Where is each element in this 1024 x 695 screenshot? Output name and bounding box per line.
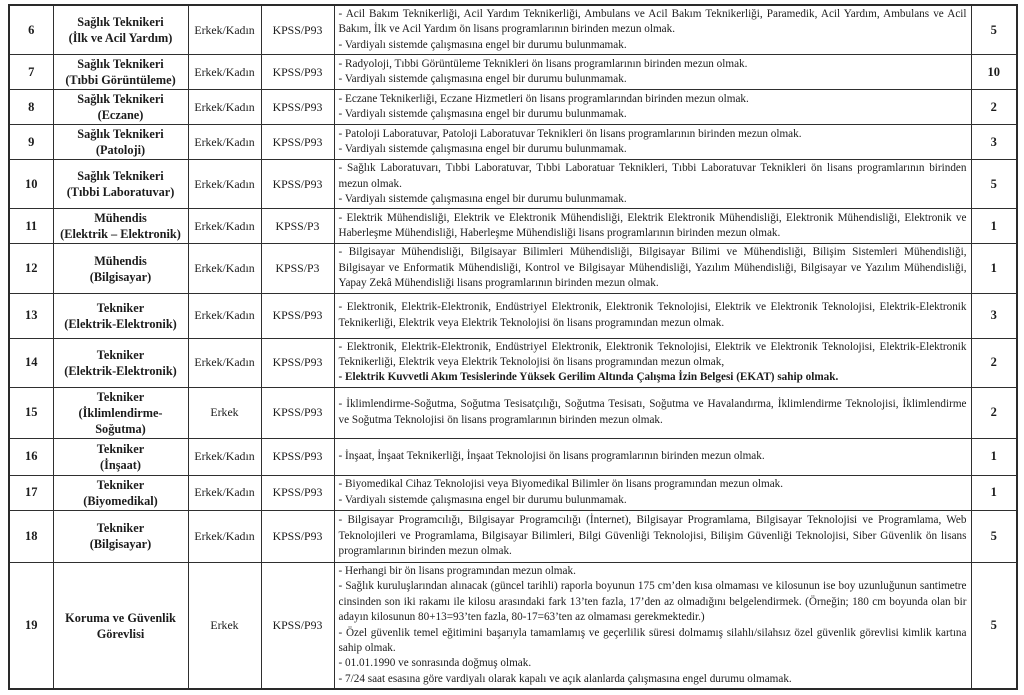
exam-score-type-cell: KPSS/P93 <box>261 438 334 475</box>
requirement-line: - Elektronik, Elektrik-Elektronik, Endüstriyel Elektronik, Elektronik Teknolojisi, Elektrik ve Elektronik Teknolojisi, Elektrik-Elektronik Teknikerliği, Elektrik veya Elektrik Teknolojisi ön lisans programından mezun olmak, <box>338 340 967 369</box>
position-title-cell <box>53 562 188 689</box>
position-title-cell <box>53 475 188 510</box>
position-title: Sağlık Teknikeri <box>77 127 164 142</box>
position-title-cell <box>53 209 188 244</box>
row-number-cell: 14 <box>9 338 53 387</box>
position-title: Tekniker <box>96 477 145 492</box>
position-title: Tekniker <box>96 389 145 404</box>
quota-count-cell: 1 <box>971 244 1017 293</box>
position-title-cell <box>53 125 188 160</box>
requirement-line: - Radyoloji, Tıbbi Görüntüleme Teknikleri ön lisans programlarının birinden mezun olmak. <box>338 57 748 70</box>
position-title-cell <box>53 293 188 338</box>
position-title: Tekniker <box>96 521 145 536</box>
requirements-cell <box>334 244 971 293</box>
requirements-cell <box>334 293 971 338</box>
exam-score-type-cell: KPSS/P93 <box>261 293 334 338</box>
position-title: Koruma ve Güvenlik Görevlisi <box>65 610 176 641</box>
requirement-line: - İnşaat, İnşaat Teknikerliği, İnşaat Teknolojisi ön lisans programlarının birinden mezun olmak. <box>338 450 765 463</box>
position-subtitle: (İlk ve Acil Yardım) <box>68 31 173 46</box>
quota-count-cell: 5 <box>971 562 1017 689</box>
table-row <box>9 338 1017 387</box>
positions-table-body <box>9 5 1017 689</box>
table-row <box>9 5 1017 55</box>
requirement-line: - İklimlendirme-Soğutma, Soğutma Tesisatçılığı, Soğutma Tesisatı, Soğutma ve Havalandırma, İklimlendirme Teknolojisi, İklimlendirme ve Soğutma Teknolojisi ön lisans programlarının birinden mezun olmak. <box>338 398 967 426</box>
requirements-cell <box>334 125 971 160</box>
row-number-cell: 17 <box>9 475 53 510</box>
requirement-line: - Sağlık kuruluşlarından alınacak (güncel tarihli) raporla boyunun 175 cm’den kısa olmaması ve kilosunun ise boy uzunluğunun santimetre cinsinden son iki rakamı ile kilosu arasındaki fark 13’ten fazla, 17’den az olmadığını belgelendirmek. (Örneğin; 180 cm boyunda olan bir adayın kilosunun 80+13=93’ten fazla, 80-17=63’ten az olmaması gerekmektedir.) <box>338 580 967 624</box>
requirements-cell <box>334 438 971 475</box>
exam-score-type-cell: KPSS/P93 <box>261 125 334 160</box>
requirements-cell <box>334 562 971 689</box>
position-title-cell <box>53 338 188 387</box>
quota-count-cell: 2 <box>971 338 1017 387</box>
position-subtitle: (Tıbbi Laboratuvar) <box>66 185 175 200</box>
gender-cell: Erkek/Kadın <box>188 55 261 90</box>
position-subtitle: (Elektrik – Elektronik) <box>60 227 181 242</box>
row-number-cell: 8 <box>9 90 53 125</box>
requirements-cell <box>334 90 971 125</box>
table-row <box>9 125 1017 160</box>
position-title: Tekniker <box>96 441 145 456</box>
gender-cell: Erkek/Kadın <box>188 338 261 387</box>
position-subtitle: (Elektrik-Elektronik) <box>64 363 177 378</box>
position-title: Sağlık Teknikeri <box>77 57 164 72</box>
positions-table <box>8 4 1018 690</box>
gender-cell: Erkek/Kadın <box>188 209 261 244</box>
requirement-line: - 01.01.1990 ve sonrasında doğmuş olmak. <box>338 657 532 670</box>
exam-score-type-cell: KPSS/P93 <box>261 387 334 438</box>
position-title: Sağlık Teknikeri <box>77 92 164 107</box>
row-number-cell: 11 <box>9 209 53 244</box>
gender-cell: Erkek/Kadın <box>188 160 261 209</box>
table-row <box>9 244 1017 293</box>
row-number-cell: 16 <box>9 438 53 475</box>
exam-score-type-cell: KPSS/P93 <box>261 90 334 125</box>
position-title-cell <box>53 244 188 293</box>
gender-cell: Erkek/Kadın <box>188 475 261 510</box>
row-number-cell: 12 <box>9 244 53 293</box>
position-title: Tekniker <box>96 347 145 362</box>
position-subtitle: (Tıbbi Görüntüleme) <box>65 73 176 88</box>
gender-cell: Erkek/Kadın <box>188 244 261 293</box>
position-title: Mühendis <box>94 253 147 268</box>
row-number-cell: 7 <box>9 55 53 90</box>
quota-count-cell: 3 <box>971 125 1017 160</box>
requirements-cell <box>334 338 971 387</box>
requirement-line: - Vardiyalı sistemde çalışmasına engel bir durumu bulunmamak. <box>338 73 627 86</box>
exam-score-type-cell: KPSS/P93 <box>261 160 334 209</box>
requirements-cell <box>334 209 971 244</box>
gender-cell: Erkek/Kadın <box>188 5 261 55</box>
quota-count-cell: 5 <box>971 510 1017 562</box>
quota-count-cell: 1 <box>971 209 1017 244</box>
quota-count-cell: 3 <box>971 293 1017 338</box>
exam-score-type-cell: KPSS/P93 <box>261 475 334 510</box>
position-title-cell <box>53 90 188 125</box>
position-subtitle: (İklimlendirme-Soğutma) <box>78 405 163 436</box>
position-title: Sağlık Teknikeri <box>77 15 164 30</box>
quota-count-cell: 2 <box>971 90 1017 125</box>
position-subtitle: (Eczane) <box>97 108 144 123</box>
position-title-cell <box>53 55 188 90</box>
position-subtitle: (Biyomedikal) <box>83 493 158 508</box>
position-subtitle: (İnşaat) <box>100 457 141 472</box>
row-number-cell: 15 <box>9 387 53 438</box>
exam-score-type-cell: KPSS/P3 <box>261 209 334 244</box>
requirements-cell <box>334 475 971 510</box>
requirement-line: - Elektrik Kuvvetli Akım Tesislerinde Yüksek Gerilim Altında Çalışma İzin Belgesi (EKAT) sahip olmak. <box>338 371 839 384</box>
table-row <box>9 160 1017 209</box>
requirement-line: - Vardiyalı sistemde çalışmasına engel bir durumu bulunmamak. <box>338 38 627 51</box>
requirements-cell <box>334 510 971 562</box>
quota-count-cell: 5 <box>971 5 1017 55</box>
table-row <box>9 510 1017 562</box>
table-row <box>9 387 1017 438</box>
gender-cell: Erkek/Kadın <box>188 510 261 562</box>
table-row <box>9 55 1017 90</box>
exam-score-type-cell: KPSS/P93 <box>261 562 334 689</box>
requirement-line: - Elektrik Mühendisliği, Elektrik ve Elektronik Mühendisliği, Elektrik Elektronik Mühendisliği, Elektronik Mühendisliği, Elektronik ve Haberleşme Mühendisliği, Haberleşme Mühendisliği lisans programlarının birinden mezun olmak. <box>338 212 967 240</box>
position-title: Sağlık Teknikeri <box>77 169 164 184</box>
row-number-cell: 19 <box>9 562 53 689</box>
exam-score-type-cell: KPSS/P93 <box>261 510 334 562</box>
position-subtitle: (Bilgisayar) <box>89 269 152 284</box>
requirement-line: - Özel güvenlik temel eğitimini başarıyla tamamlamış ve geçerlilik süresi dolmamış silahlı/silahsız özel güvenlik görevlisi kimlik kartına sahip olmak. <box>338 626 967 655</box>
requirement-line: - Patoloji Laboratuvar, Patoloji Laboratuvar Teknikleri ön lisans programlarının birinden mezun olmak. <box>338 127 802 140</box>
position-subtitle: (Bilgisayar) <box>89 537 152 552</box>
position-title-cell <box>53 160 188 209</box>
table-row <box>9 562 1017 689</box>
gender-cell: Erkek/Kadın <box>188 90 261 125</box>
position-title-cell <box>53 510 188 562</box>
requirement-line: - Elektronik, Elektrik-Elektronik, Endüstriyel Elektronik, Elektronik Teknolojisi, Elektrik ve Elektronik Teknolojisi, Elektrik-Elektronik Teknikerliği, Elektrik veya Elektrik Teknolojisi ön lisans programından mezun olmak. <box>338 301 967 329</box>
requirement-line: - Acil Bakım Teknikerliği, Acil Yardım Teknikerliği, Ambulans ve Acil Bakım Teknikerliği, Paramedik, Acil Yardım, Ambulans ve Acil Bakım, İlk ve Acil Yardım ön lisans programlarının birinden mezun olmak. <box>338 8 967 36</box>
requirement-line: - Vardiyalı sistemde çalışmasına engel bir durumu bulunmamak. <box>338 108 627 121</box>
quota-count-cell: 2 <box>971 387 1017 438</box>
requirement-line: - Eczane Teknikerliği, Eczane Hizmetleri ön lisans programlarından birinden mezun olmak. <box>338 92 749 105</box>
gender-cell: Erkek/Kadın <box>188 438 261 475</box>
exam-score-type-cell: KPSS/P93 <box>261 338 334 387</box>
position-subtitle: (Elektrik-Elektronik) <box>64 316 177 331</box>
table-row <box>9 293 1017 338</box>
requirements-cell <box>334 55 971 90</box>
position-title-cell <box>53 438 188 475</box>
requirement-line: - Vardiyalı sistemde çalışmasına engel bir durumu bulunmamak. <box>338 143 627 156</box>
quota-count-cell: 1 <box>971 475 1017 510</box>
requirement-line: - Bilgisayar Mühendisliği, Bilgisayar Bilimleri Mühendisliği, Bilgisayar Bilimi ve Mühendisliği, Bilişim Sistemleri Mühendisliği, Bilgisayar ve Enformatik Mühendisliği, Kontrol ve Bilgisayar Mühendisliği, Yazılım Mühendisliği, Bilgisayar ve Yazılım Mühendisliği, Yapay Zekâ Mühendisliği lisans programlarının birinden mezun olmak. <box>338 246 967 290</box>
exam-score-type-cell: KPSS/P93 <box>261 5 334 55</box>
requirement-line: - Herhangi bir ön lisans programından mezun olmak. <box>338 565 576 577</box>
quota-count-cell: 1 <box>971 438 1017 475</box>
gender-cell: Erkek/Kadın <box>188 125 261 160</box>
row-number-cell: 10 <box>9 160 53 209</box>
exam-score-type-cell: KPSS/P3 <box>261 244 334 293</box>
gender-cell: Erkek/Kadın <box>188 293 261 338</box>
position-title: Tekniker <box>96 300 145 315</box>
requirement-line: - Bilgisayar Programcılığı, Bilgisayar Programcılığı (İnternet), Bilgisayar Programlama, Bilgisayar Teknolojisi ve Programlama, Web Teknolojileri ve Programlama, Bilgisayar Bilimleri, Bilgi Güvenliği Teknolojisi, Bilişim Güvenliği Teknolojisi, Siber Güvenlik ön lisans programlarının birinden mezun olmak. <box>338 514 967 558</box>
requirements-cell <box>334 160 971 209</box>
exam-score-type-cell: KPSS/P93 <box>261 55 334 90</box>
requirement-line: - 7/24 saat esasına göre vardiyalı olarak kapalı ve açık alanlarda çalışmasına engel durumu olmamak. <box>338 672 792 685</box>
gender-cell: Erkek <box>188 387 261 438</box>
quota-count-cell: 5 <box>971 160 1017 209</box>
gender-cell: Erkek <box>188 562 261 689</box>
row-number-cell: 13 <box>9 293 53 338</box>
position-subtitle: (Patoloji) <box>95 143 146 158</box>
row-number-cell: 6 <box>9 5 53 55</box>
position-title-cell <box>53 5 188 55</box>
requirement-line: - Vardiyalı sistemde çalışmasına engel bir durumu bulunmamak. <box>338 193 627 206</box>
requirement-line: - Sağlık Laboratuvarı, Tıbbi Laboratuvar, Tıbbi Laboratuar Teknikleri, Tıbbi Laboratuvar Teknikleri ön lisans programlarının birinden mezun olmak. <box>338 162 967 190</box>
table-row <box>9 90 1017 125</box>
position-title: Mühendis <box>94 211 147 226</box>
table-row <box>9 438 1017 475</box>
requirement-line: - Vardiyalı sistemde çalışmasına engel bir durumu bulunmamak. <box>338 493 627 506</box>
requirements-cell <box>334 387 971 438</box>
requirement-line: - Biyomedikal Cihaz Teknolojisi veya Biyomedikal Bilimler ön lisans programından mezun olmak. <box>338 478 784 491</box>
table-row <box>9 209 1017 244</box>
table-row <box>9 475 1017 510</box>
requirements-cell <box>334 5 971 55</box>
quota-count-cell: 10 <box>971 55 1017 90</box>
row-number-cell: 9 <box>9 125 53 160</box>
position-title-cell <box>53 387 188 438</box>
row-number-cell: 18 <box>9 510 53 562</box>
